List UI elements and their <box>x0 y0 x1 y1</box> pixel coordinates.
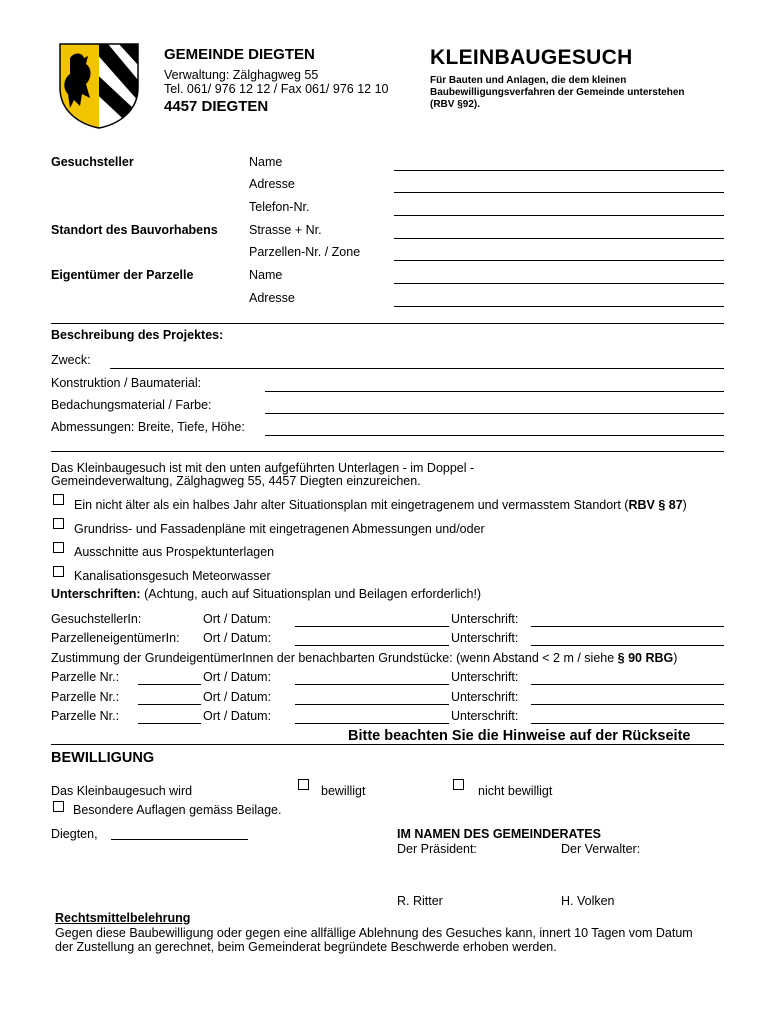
neighbor-1-label: Parzelle Nr.: <box>51 670 120 684</box>
address-line-2: Tel. 061/ 976 12 12 / Fax 061/ 976 12 10 <box>164 82 389 96</box>
section-applicant: Gesuchsteller <box>51 155 134 169</box>
site-street-label: Strasse + Nr. <box>249 223 322 237</box>
neighbor-3-parcel-field[interactable] <box>138 709 201 724</box>
site-street-field[interactable] <box>394 224 724 239</box>
owner-address-label: Adresse <box>249 291 295 305</box>
coat-of-arms-icon <box>58 42 140 133</box>
owner-place-date-field[interactable] <box>295 631 449 646</box>
owner-name-label: Name <box>249 268 283 282</box>
owner-signature-label: Unterschrift: <box>451 631 519 645</box>
attachment-site-plan-checkbox[interactable] <box>53 494 64 505</box>
attachment-drainage-checkbox[interactable] <box>53 566 64 577</box>
divider <box>51 451 724 452</box>
approval-place-label: Diegten, <box>51 827 98 841</box>
legal-heading: Rechtsmittelbelehrung <box>55 911 191 925</box>
roofing-field[interactable] <box>265 399 724 414</box>
roofing-label: Bedachungsmaterial / Farbe: <box>51 398 212 412</box>
applicant-place-date-field[interactable] <box>295 612 449 627</box>
approval-heading: BEWILLIGUNG <box>51 750 155 766</box>
neighbors-consent-text: Zustimmung der GrundeigentümerInnen der benachbarten Grundstücke: (wenn Abstand < 2 m / siehe § 90 RBG) <box>51 651 678 665</box>
address-line-1: Verwaltung: Zälghagweg 55 <box>164 68 319 82</box>
president-name: R. Ritter <box>397 894 443 908</box>
site-parcel-label: Parzellen-Nr. / Zone <box>249 245 361 259</box>
neighbor-3-signature-label: Unterschrift: <box>451 709 519 723</box>
section-owner: Eigentümer der Parzelle <box>51 268 194 282</box>
neighbor-3-signature-field[interactable] <box>531 709 724 724</box>
form-subtitle-3: (RBV §92). <box>430 99 481 110</box>
project-heading: Beschreibung des Projektes: <box>51 328 224 342</box>
neighbor-1-signature-field[interactable] <box>531 670 724 685</box>
administrator-name: H. Volken <box>561 894 615 908</box>
neighbor-2-label: Parzelle Nr.: <box>51 690 120 704</box>
council-label: IM NAMEN DES GEMEINDERATES <box>397 827 601 841</box>
neighbor-1-parcel-field[interactable] <box>138 670 201 685</box>
neighbor-1-place-date-label: Ort / Datum: <box>203 670 272 684</box>
applicant-phone-field[interactable] <box>394 201 724 216</box>
attachment-brochure-label: Ausschnitte aus Prospektunterlagen <box>74 545 275 559</box>
applicant-signature-field[interactable] <box>531 612 724 627</box>
neighbor-1-signature-label: Unterschrift: <box>451 670 519 684</box>
site-parcel-field[interactable] <box>394 246 724 261</box>
applicant-signature-label: Unterschrift: <box>451 612 519 626</box>
owner-address-field[interactable] <box>394 292 724 307</box>
approved-label: bewilligt <box>321 784 366 798</box>
neighbor-2-parcel-field[interactable] <box>138 690 201 705</box>
divider <box>51 744 724 745</box>
attachment-brochure-checkbox[interactable] <box>53 542 64 553</box>
attachment-floor-plans-checkbox[interactable] <box>53 518 64 529</box>
applicant-address-label: Adresse <box>249 177 295 191</box>
legal-text-1: Gegen diese Baubewilligung oder gegen eine allfällige Ablehnung des Gesuches kann, innert 10 Tagen vom Datum <box>55 926 693 940</box>
owner-name-field[interactable] <box>394 269 724 284</box>
dimensions-field[interactable] <box>265 421 724 436</box>
not-approved-checkbox[interactable] <box>453 779 464 790</box>
neighbor-1-place-date-field[interactable] <box>295 670 449 685</box>
special-conditions-checkbox[interactable] <box>53 801 64 812</box>
form-title: KLEINBAUGESUCH <box>430 46 633 69</box>
neighbor-3-place-date-label: Ort / Datum: <box>203 709 272 723</box>
neighbor-2-signature-label: Unterschrift: <box>451 690 519 704</box>
attachment-drainage-label: Kanalisationsgesuch Meteorwasser <box>74 569 271 583</box>
owner-sign-label: ParzelleneigentümerIn: <box>51 631 180 645</box>
approval-date-field[interactable] <box>111 825 248 840</box>
applicant-phone-label: Telefon-Nr. <box>249 200 310 214</box>
attachment-floor-plans-label: Grundriss- und Fassadenpläne mit eingetragenen Abmessungen und/oder <box>74 522 485 536</box>
purpose-field[interactable] <box>110 354 724 369</box>
form-subtitle-1: Für Bauten und Anlagen, die dem kleinen <box>430 75 627 86</box>
applicant-address-field[interactable] <box>394 178 724 193</box>
approval-statement: Das Kleinbaugesuch wird <box>51 784 193 798</box>
dimensions-label: Abmessungen: Breite, Tiefe, Höhe: <box>51 420 245 434</box>
attachments-intro-1: Das Kleinbaugesuch ist mit den unten aufgeführten Unterlagen - im Doppel - <box>51 461 475 475</box>
applicant-sign-label: GesuchstellerIn: <box>51 612 142 626</box>
applicant-name-label: Name <box>249 155 283 169</box>
administrator-title: Der Verwalter: <box>561 842 641 856</box>
municipality-name: GEMEINDE DIEGTEN <box>164 46 315 63</box>
attachment-site-plan-label: Ein nicht älter als ein halbes Jahr alter Situationsplan mit eingetragenem und vermasstem Standort (RBV § 87) <box>74 498 687 512</box>
applicant-name-field[interactable] <box>394 156 724 171</box>
neighbor-2-signature-field[interactable] <box>531 690 724 705</box>
special-conditions-label: Besondere Auflagen gemäss Beilage. <box>73 803 282 817</box>
construction-label: Konstruktion / Baumaterial: <box>51 376 202 390</box>
attachments-intro-2: Gemeindeverwaltung, Zälghagweg 55, 4457 Diegten einzureichen. <box>51 474 421 488</box>
divider <box>51 323 724 324</box>
postal-town: 4457 DIEGTEN <box>164 98 269 115</box>
not-approved-label: nicht bewilligt <box>478 784 553 798</box>
neighbor-2-place-date-label: Ort / Datum: <box>203 690 272 704</box>
applicant-place-date-label: Ort / Datum: <box>203 612 272 626</box>
section-site: Standort des Bauvorhabens <box>51 223 218 237</box>
legal-text-2: der Zustellung an gerechnet, beim Gemeinderat begründete Beschwerde erhoben werden. <box>55 940 557 954</box>
president-title: Der Präsident: <box>397 842 477 856</box>
neighbor-3-place-date-field[interactable] <box>295 709 449 724</box>
construction-field[interactable] <box>265 377 724 392</box>
form-subtitle-2: Baubewilligungsverfahren der Gemeinde unterstehen <box>430 87 685 98</box>
neighbor-3-label: Parzelle Nr.: <box>51 709 120 723</box>
approved-checkbox[interactable] <box>298 779 309 790</box>
backside-notice: Bitte beachten Sie die Hinweise auf der Rückseite <box>348 728 691 744</box>
signatures-heading: Unterschriften: (Achtung, auch auf Situationsplan und Beilagen erforderlich!) <box>51 587 482 601</box>
neighbor-2-place-date-field[interactable] <box>295 690 449 705</box>
owner-place-date-label: Ort / Datum: <box>203 631 272 645</box>
purpose-label: Zweck: <box>51 353 91 367</box>
owner-signature-field[interactable] <box>531 631 724 646</box>
